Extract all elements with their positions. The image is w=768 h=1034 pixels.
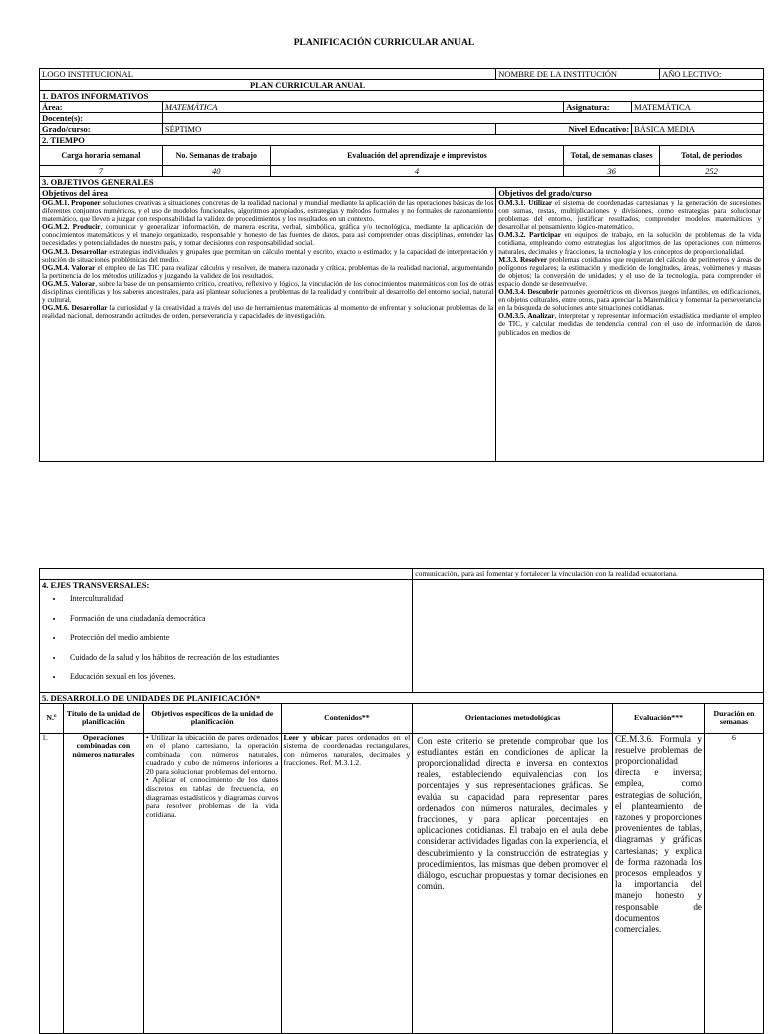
- plan-table-page2: [39, 568, 764, 1034]
- content-text: pares ordenados en el sistema de coordenadas rectangulares, con números naturales, decimales y fracciones. Ref. M.3.1.2.: [283, 732, 411, 768]
- unit-objectives: • Utilizar la ubicación de pares ordenados en el plano cartesiano, la operación combinada con números naturales, cuadrado y cubo de números inferiores a 20 para solucionar problemas del entorno. • Aplicar el conocimiento de los datos discretos en tablas de frecuencia, en diagramas estadísticos y diagramas curvos para resolver problemas de la vida cotidiana.: [143, 733, 281, 1033]
- ejes-right-blank: [413, 580, 764, 693]
- area-value: MATEMÁTICA: [162, 102, 563, 113]
- unit-header-num: N.º: [40, 703, 64, 733]
- area-objective-item: OG.M.6. Desarrollar la curiosidad y la creatividad a través del uso de herramientas matemáticas al momento de enfrentar y solucionar problemas de la realidad nacional, demostrando actitudes de orden, perseverancia y capacidades de investigación.: [42, 303, 494, 321]
- institution-name-cell: NOMBRE DE LA INSTITUCIÓN: [496, 69, 660, 80]
- time-header: No. Semanas de trabajo: [162, 146, 270, 166]
- area-objective-item: OG.M.3. Desarrollar estrategias individuales y grupales que permitan un cálculo mental y escrito, exacto o estimado; y la capacidad de interpretación y solución de situaciones problémicas del medio.: [42, 246, 494, 264]
- grade-objective-item: O.M.3.4. Descubrir patrones geométricos en diversos juegos infantiles, en edificaciones, en objetos culturales, entre otros, para apreciar la Matemática y fomentar la perseverancia en la búsqueda de soluciones ante situaciones cotidianas.: [498, 287, 761, 313]
- time-value: 40: [162, 166, 270, 177]
- time-header: Total, de periodos: [660, 146, 764, 166]
- area-objective-item: OG.M.4. Valorar el empleo de las TIC para realizar cálculos y resolver, de manera razonada y crítica, problemas de la realidad nacional, argumentando la pertinencia de los métodos utilizados y juzgando la validez de los resultados.: [42, 262, 494, 280]
- grade-label: Grado/curso:: [40, 124, 163, 135]
- section3-title: 3. OBJETIVOS GENERALES: [40, 177, 764, 188]
- school-year-cell: AÑO LECTIVO:: [660, 69, 764, 80]
- grade-objectives-cell: [496, 199, 764, 462]
- grade-objective-item: M.3.3. Resolver problemas cotidianos que requieran del cálculo de perímetros y áreas de polígonos regulares; la estimación y medición de longitudes, áreas, volúmenes y masas de objetos; la conversión de unidades; y el uso de la tecnología, para comprender el espacio donde se desenvuelve.: [498, 254, 761, 288]
- time-header: Evaluación del aprendizaje e imprevistos: [270, 146, 563, 166]
- unit-num: 1.: [40, 733, 64, 1033]
- grade-objective-item: O.M.3.2. Participar en equipos de trabajo, en la solución de problemas de la vida cotidiana, empleando como estrategias los algoritmos de las operaciones con números naturales, decimales y fracciones, la tecnología y los conceptos de proporcionalidad.: [498, 230, 761, 256]
- time-header: Total, de semanas clases: [564, 146, 660, 166]
- teacher-value: [162, 113, 763, 124]
- time-value: 7: [40, 166, 163, 177]
- unit-duration: 6: [705, 733, 764, 1033]
- eje-item: • Protección del medio ambiente: [64, 633, 410, 653]
- eje-item: • Formación de una ciudadanía democrática: [64, 614, 410, 634]
- eje-item: • Educación sexual en los jóvenes.: [64, 672, 410, 692]
- section2-title: 2. TIEMPO: [40, 135, 764, 146]
- subject-value: MATEMÁTICA: [632, 102, 764, 113]
- unit-title: Operaciones combinadas con números naturales: [63, 733, 143, 1033]
- document-title: PLANIFICACIÓN CURRICULAR ANUAL: [293, 38, 475, 48]
- unit-header-evaluation: Evaluación***: [613, 703, 705, 733]
- grade-objective-item: O.M.3.5. Analizar, interpretar y representar información estadística mediante el empleo de TIC, y calcular medidas de tendencia central con el uso de información de datos publicados en medios de: [498, 311, 761, 337]
- eje-item: • Interculturalidad: [64, 594, 410, 614]
- area-objectives-cell: [40, 199, 496, 462]
- logo-cell: LOGO INSTITUCIONAL: [40, 69, 496, 80]
- grade-value: SÉPTIMO: [162, 124, 495, 135]
- unit-methodology: Con este criterio se pretende comprobar que los estudiantes están en condiciones de aplicar la proporcionalidad directa e inversa en contextos reales, estableciendo equivalencias con los porcentajes y sus representaciones gráficas. Se evalúa su capacidad para representar pares ordenados con números naturales, decimales y fracciones, y para aplicar porcentajes en aplicaciones cotidianas. El trabajo en el aula debe considerar actividades ligadas con la experiencia, el descubrimiento y la construcción de estrategias y procedimientos, las mismas que deben promover el diálogo, escuchar propuestas y tomar decisiones en común.: [413, 733, 613, 1033]
- level-label: Nivel Educativo:: [496, 124, 632, 135]
- subject-label: Asignatura:: [564, 102, 632, 113]
- continuation-text: comunicación, para así fomentar y fortalecer la vinculación con la realidad ecuatoriana.: [413, 569, 764, 580]
- section4-title: 4. EJES TRANSVERSALES:: [42, 580, 150, 590]
- area-label: Área:: [40, 102, 163, 113]
- ejes-list: [42, 590, 410, 692]
- plan-subtitle: PLAN CURRICULAR ANUAL: [40, 80, 764, 91]
- unit-header-objectives: Objetivos específicos de la unidad de planificación: [143, 703, 281, 733]
- unit-header-duration: Duración en semanas: [705, 703, 764, 733]
- plan-table-page1: [39, 68, 764, 462]
- unit-header-title: Título de la unidad de planificación: [63, 703, 143, 733]
- section1-title: 1. DATOS INFORMATIVOS: [40, 91, 764, 102]
- time-value: 252: [660, 166, 764, 177]
- area-objective-item: OG.M.5. Valorar, sobre la base de un pensamiento crítico, creativo, reflexivo y lógico, la vinculación de los conocimientos matemáticos con los de otras disciplinas científicas y los saberes ancestrales, para así plantear soluciones a problemas de la realidad y contribuir al desarrollo del entorno social, natural y cultural.: [42, 278, 494, 305]
- section5-title: 5. DESARROLLO DE UNIDADES DE PLANIFICACIÓN*: [40, 692, 764, 703]
- continuation-blank: [40, 569, 413, 580]
- area-objective-item: OG.M.1. Proponer soluciones creativas a situaciones concretas de la realidad nacional y mundial mediante la aplicación de las operaciones básicas de los diferentes conjuntos numéricos, y el uso de modelos funcionales, algoritmos apropiados, estrategias y métodos formales y no formales de razonamiento matemático, que lleven a juzgar con responsabilidad la validez de procedimientos y los resultados en un contexto.: [42, 198, 494, 224]
- eje-item: • Cuidado de la salud y los hábitos de recreación de los estudiantes: [64, 653, 410, 673]
- ejes-cell: [40, 580, 413, 693]
- time-value: 36: [564, 166, 660, 177]
- unit-evaluation: CE.M.3.6. Formula y resuelve problemas de proporcionalidad directa e inversa; emplea, como estrategias de solución, el planteamiento de razones y proporciones provenientes de tablas, diagramas y gráficas cartesianas; y explica de forma razonada los procesos empleados y la importancia del manejo honesto y responsable de documentos comerciales.: [613, 733, 705, 1033]
- area-objective-item: OG.M.2. Producir, comunicar y generalizar información, de manera escrita, verbal, simbólica, gráfica y/o tecnológica, mediante la aplicación de conocimientos matemáticos y el manejo organizado, responsable y honesto de las fuentes de datos, para así comprender otras disciplinas, entender las necesidades y potencialidades de nuestro país, y tomar decisiones con responsabilidad social.: [42, 222, 494, 248]
- level-value: BÁSICA MEDIA: [632, 124, 764, 135]
- unit-header-contents: Contenidos**: [281, 703, 413, 733]
- grade-objective-item: O.M.3.1. Utilizar el sistema de coordenadas cartesianas y la generación de sucesiones con sumas, restas, multiplicaciones y divisiones, como estrategias para solucionar problemas del entorno, justificar resultados, comprender modelos matemáticos y desarrollar el pensamiento lógico-matemático.: [498, 198, 761, 232]
- area-objectives-header: Objetivos del área: [40, 188, 496, 199]
- time-header: Carga horaria semanal: [40, 146, 163, 166]
- unit-header-methodology: Orientaciones metodológicas: [413, 703, 613, 733]
- time-value: 4: [270, 166, 563, 177]
- grade-objectives-header: Objetivos del grado/curso: [496, 188, 764, 199]
- teacher-label: Docente(s):: [40, 113, 163, 124]
- content-verb: Leer y ubicar: [283, 732, 333, 742]
- unit-contents: [281, 733, 413, 1033]
